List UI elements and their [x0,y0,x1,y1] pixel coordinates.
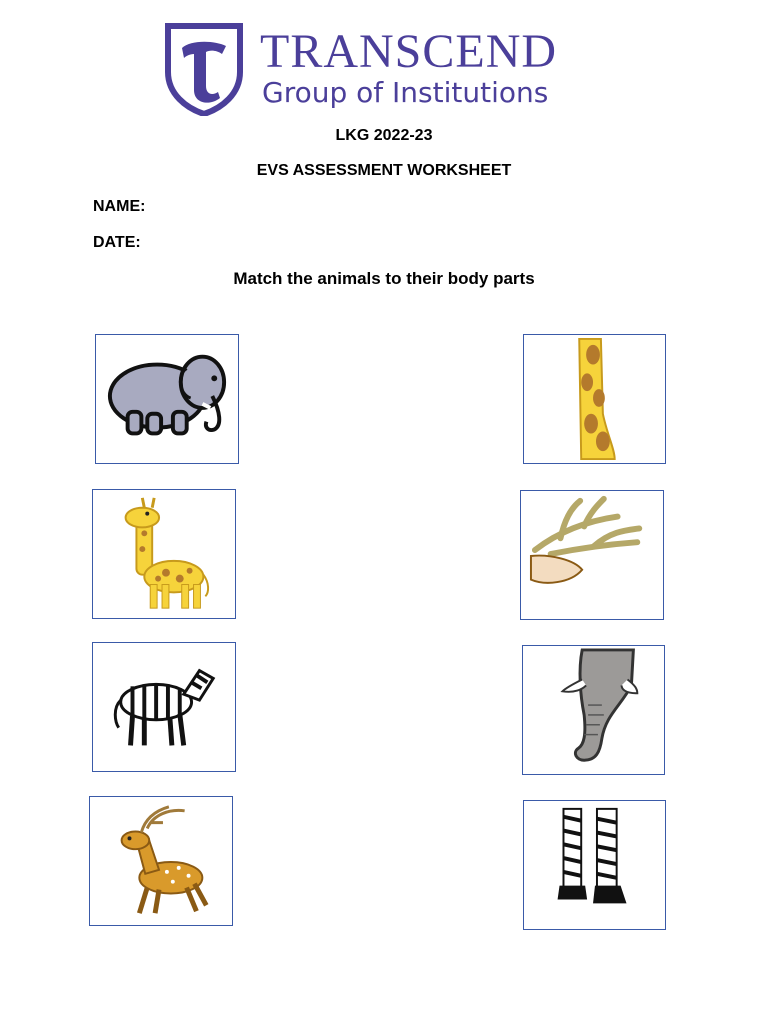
shield-crest-icon [160,20,250,116]
date-label: DATE: [93,234,141,251]
deer-antlers-icon [521,491,663,619]
elephant-trunk-card [522,645,665,775]
institution-logo [160,20,610,116]
logo-tagline: Group of Institutions [262,76,549,109]
zebra-legs-card [523,800,666,930]
name-label: NAME: [93,198,146,215]
worksheet-title: EVS ASSESSMENT WORKSHEET [256,162,512,179]
class-line: LKG 2022-23 [335,127,433,144]
elephant-icon [96,335,238,463]
giraffe-icon [93,490,235,618]
zebra-card [92,642,236,772]
giraffe-neck-icon [524,335,665,463]
deer-card [89,796,233,926]
giraffe-card [92,489,236,619]
zebra-icon [93,643,235,771]
elephant-trunk-icon [523,646,664,774]
giraffe-neck-card [523,334,666,464]
elephant-card [95,334,239,464]
logo-name: TRANSCEND [260,25,558,78]
deer-icon [90,797,232,925]
instruction-text: Match the animals to their body parts [233,269,535,288]
deer-antlers-card [520,490,664,620]
zebra-legs-icon [524,801,665,929]
